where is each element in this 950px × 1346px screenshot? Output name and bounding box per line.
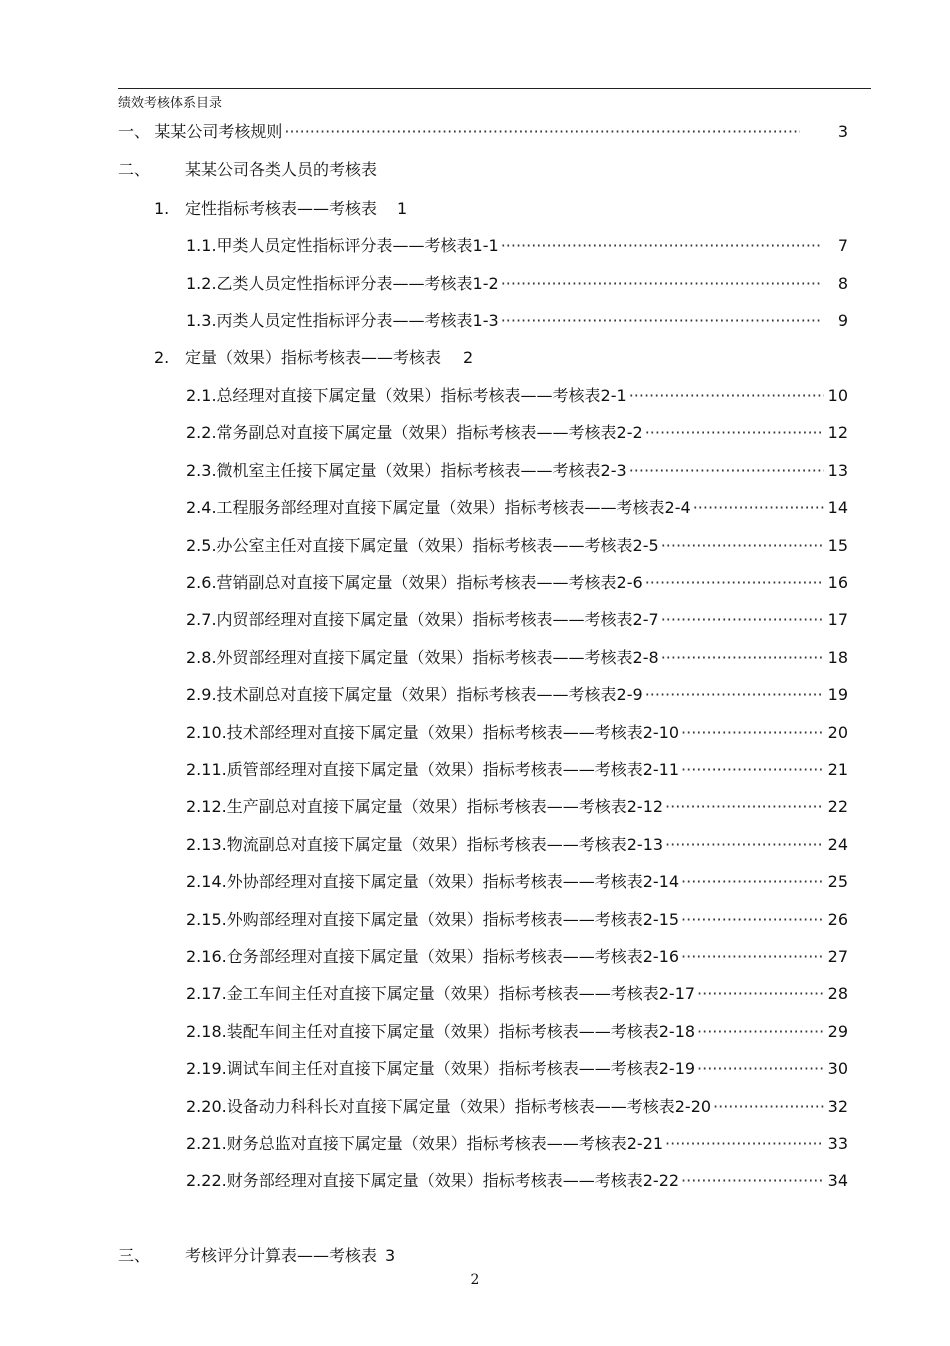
toc-entry-page: 14 [827, 498, 848, 517]
toc-entry-code: 2-11 [642, 760, 680, 779]
toc-entry[interactable] [186, 795, 848, 819]
toc-entry-code: 2-9 [616, 685, 643, 704]
toc-entry-number: 2.10. [186, 723, 227, 742]
dot-leader [695, 1057, 824, 1081]
toc-entry-page: 30 [827, 1059, 848, 1078]
toc-entry-title: 技术副总对直接下属定量（效果）指标考核表——考核表 [216, 685, 617, 704]
header-title: 绩效考核体系目录 [118, 96, 223, 111]
toc-entry[interactable] [186, 234, 848, 258]
toc-entry-number: 2.15. [186, 910, 227, 929]
toc-entry-number: 一、 [118, 122, 151, 141]
toc-entry-page: 17 [827, 610, 848, 629]
dot-leader [643, 683, 824, 707]
toc-entry-code: 2-22 [642, 1171, 680, 1190]
toc-entry-code: 3 [385, 1246, 396, 1265]
toc-entry-number: 2.1. [186, 386, 217, 405]
toc-entry-number: 2.5. [186, 536, 217, 555]
toc-entry-code: 2-21 [626, 1134, 664, 1153]
dot-leader [627, 459, 824, 483]
toc-entry[interactable] [186, 833, 848, 857]
toc-entry-title: 工程服务部经理对直接下属定量（效果）指标考核表——考核表 [216, 498, 665, 517]
dot-leader [659, 646, 824, 670]
toc-entry-page: 19 [827, 685, 848, 704]
toc-entry-page: 24 [827, 835, 848, 854]
toc-entry-title: 定量（效果）指标考核表——考核表 [185, 348, 442, 367]
toc-entry-number: 2.16. [186, 947, 227, 966]
toc-entry-title: 财务总监对直接下属定量（效果）指标考核表——考核表 [226, 1134, 627, 1153]
toc-entry-page: 12 [827, 423, 848, 442]
toc-entry-title: 甲类人员定性指标评分表——考核表 [216, 236, 473, 255]
dot-leader [663, 833, 824, 857]
dot-leader [679, 1169, 824, 1193]
toc-entry-number: 2.14. [186, 872, 227, 891]
toc-entry-code: 2-12 [626, 797, 664, 816]
toc-entry-number: 2.4. [186, 498, 217, 517]
toc-entry-title: 质管部经理对直接下属定量（效果）指标考核表——考核表 [226, 760, 643, 779]
toc-entry-title: 乙类人员定性指标评分表——考核表 [216, 274, 473, 293]
toc-entry-code: 1-1 [472, 236, 499, 255]
toc-entry-number: 2.6. [186, 573, 217, 592]
toc-entry-title: 外购部经理对直接下属定量（效果）指标考核表——考核表 [226, 910, 643, 929]
toc-entry[interactable] [186, 571, 848, 595]
toc-entry-number: 三、 [118, 1246, 151, 1265]
toc-entry[interactable] [186, 272, 848, 296]
toc-entry-page: 22 [827, 797, 848, 816]
toc-entry[interactable] [186, 721, 848, 745]
toc-entry-code: 2-16 [642, 947, 680, 966]
toc-entry[interactable] [118, 1244, 395, 1268]
dot-leader [499, 272, 820, 296]
toc-entry-number: 2.13. [186, 835, 227, 854]
toc-entry-page: 10 [827, 386, 848, 405]
toc-entry-number: 2.8. [186, 648, 217, 667]
toc-entry-code: 2-1 [600, 386, 627, 405]
toc-entry-title: 技术部经理对直接下属定量（效果）指标考核表——考核表 [226, 723, 643, 742]
toc-entry-number: 1.1. [186, 236, 217, 255]
toc-entry-title: 定性指标考核表——考核表 [185, 199, 378, 218]
dot-leader [659, 608, 824, 632]
toc-entry-code: 2-5 [632, 536, 659, 555]
header-rule [118, 88, 871, 89]
dot-leader [663, 795, 824, 819]
dot-leader [679, 721, 824, 745]
toc-entry-code: 2-4 [664, 498, 691, 517]
toc-entry-number: 2.22. [186, 1171, 227, 1190]
toc-entry-code: 2-14 [642, 872, 680, 891]
toc-entry-title: 调试车间主任对直接下属定量（效果）指标考核表——考核表 [226, 1059, 659, 1078]
toc-entry-page: 18 [827, 648, 848, 667]
toc-entry-title: 装配车间主任对直接下属定量（效果）指标考核表——考核表 [226, 1022, 659, 1041]
dot-leader [659, 534, 824, 558]
toc-entry-number: 2.19. [186, 1059, 227, 1078]
toc-entry[interactable] [186, 945, 848, 969]
toc-entry[interactable] [186, 309, 848, 333]
toc-entry-title: 财务部经理对直接下属定量（效果）指标考核表——考核表 [226, 1171, 643, 1190]
toc-entry-code: 2-8 [632, 648, 659, 667]
dot-leader [499, 234, 820, 258]
toc-entry-number: 1. [154, 199, 170, 218]
toc-entry-title: 考核评分计算表——考核表 [185, 1246, 378, 1265]
toc-entry-title: 某某公司各类人员的考核表 [185, 160, 378, 179]
toc-entry-page: 29 [827, 1022, 848, 1041]
toc-entry-page: 3 [837, 122, 848, 141]
toc-entry-title: 内贸部经理对直接下属定量（效果）指标考核表——考核表 [216, 610, 633, 629]
toc-entry-page: 21 [827, 760, 848, 779]
toc-entry-number: 1.2. [186, 274, 217, 293]
toc-entry-number: 2.11. [186, 760, 227, 779]
toc-entry-title: 常务副总对直接下属定量（效果）指标考核表——考核表 [216, 423, 617, 442]
toc-entry-code: 2-7 [632, 610, 659, 629]
toc-entry-code: 2-3 [600, 461, 627, 480]
toc-entry-title: 办公室主任对直接下属定量（效果）指标考核表——考核表 [216, 536, 633, 555]
toc-entry[interactable] [186, 384, 848, 408]
toc-entry[interactable] [186, 982, 848, 1006]
dot-leader [679, 945, 824, 969]
toc-entry[interactable] [186, 758, 848, 782]
toc-entry[interactable] [186, 496, 848, 520]
toc-entry-title: 丙类人员定性指标评分表——考核表 [216, 311, 473, 330]
toc-entry-code: 2-15 [642, 910, 680, 929]
dot-leader [282, 120, 799, 144]
toc-entry-code: 2-13 [626, 835, 664, 854]
toc-entry-number: 2.12. [186, 797, 227, 816]
toc-entry[interactable] [186, 646, 848, 670]
toc-entry-code: 1-3 [472, 311, 499, 330]
toc-entry[interactable] [186, 421, 848, 445]
toc-entry-code: 2-18 [658, 1022, 696, 1041]
toc-entry[interactable] [186, 908, 848, 932]
toc-entry-page: 20 [827, 723, 848, 742]
toc-entry[interactable] [118, 120, 848, 144]
toc-entry-number: 2.18. [186, 1022, 227, 1041]
toc-entry[interactable] [186, 1132, 848, 1156]
toc-entry-title: 外协部经理对直接下属定量（效果）指标考核表——考核表 [226, 872, 643, 891]
page-number: 2 [470, 1272, 480, 1288]
dot-leader [695, 982, 824, 1006]
dot-leader [691, 496, 824, 520]
toc-entry-title: 金工车间主任对直接下属定量（效果）指标考核表——考核表 [226, 984, 659, 1003]
toc-entry-code: 1-2 [472, 274, 499, 293]
dot-leader [695, 1020, 824, 1044]
toc-entry-page: 25 [827, 872, 848, 891]
dot-leader [627, 384, 824, 408]
dot-leader [679, 758, 824, 782]
toc-entry-title: 营销副总对直接下属定量（效果）指标考核表——考核表 [216, 573, 617, 592]
toc-entry-title: 外贸部经理对直接下属定量（效果）指标考核表——考核表 [216, 648, 633, 667]
dot-leader [499, 309, 820, 333]
toc-entry-code: 2-2 [616, 423, 643, 442]
toc-entry-number: 2.9. [186, 685, 217, 704]
toc-entry-page: 13 [827, 461, 848, 480]
toc-entry-page: 32 [827, 1097, 848, 1116]
toc-entry[interactable] [154, 197, 407, 221]
toc-entry-code: 2-20 [674, 1097, 712, 1116]
toc-entry-number: 2.20. [186, 1097, 227, 1116]
toc-entry-title: 仓务部经理对直接下属定量（效果）指标考核表——考核表 [226, 947, 643, 966]
toc-entry[interactable] [186, 870, 848, 894]
toc-entry-page: 15 [827, 536, 848, 555]
toc-entry-title: 生产副总对直接下属定量（效果）指标考核表——考核表 [226, 797, 627, 816]
toc-entry[interactable] [186, 683, 848, 707]
toc-entry-page: 33 [827, 1134, 848, 1153]
toc-entry-number: 2.3. [186, 461, 217, 480]
toc-entry-page: 16 [827, 573, 848, 592]
toc-entry[interactable] [186, 534, 848, 558]
toc-entry[interactable] [186, 608, 848, 632]
toc-entry-title: 微机室主任接下属定量（效果）指标考核表——考核表 [216, 461, 601, 480]
toc-entry-title: 物流副总对直接下属定量（效果）指标考核表——考核表 [226, 835, 627, 854]
toc-entry-number: 2.2. [186, 423, 217, 442]
dot-leader [643, 571, 824, 595]
toc-entry-page: 26 [827, 910, 848, 929]
toc-entry-title: 设备动力科科长对直接下属定量（效果）指标考核表——考核表 [226, 1097, 675, 1116]
toc-entry-code: 2-10 [642, 723, 680, 742]
toc-entry-code: 1 [397, 199, 408, 218]
toc-entry[interactable] [154, 346, 473, 370]
toc-entry-title: 总经理对直接下属定量（效果）指标考核表——考核表 [216, 386, 601, 405]
toc-entry-code: 2-6 [616, 573, 643, 592]
toc-entry-number: 2.17. [186, 984, 227, 1003]
toc-entry-number: 2.21. [186, 1134, 227, 1153]
toc-entry-page: 34 [827, 1171, 848, 1190]
toc-entry[interactable] [186, 1020, 848, 1044]
toc-entry[interactable] [186, 1057, 848, 1081]
dot-leader [711, 1095, 824, 1119]
toc-entry[interactable] [186, 1095, 848, 1119]
toc-entry-number: 2.7. [186, 610, 217, 629]
toc-entry-number: 二、 [118, 160, 151, 179]
dot-leader [679, 908, 824, 932]
toc-entry-number: 1.3. [186, 311, 217, 330]
toc-entry-page: 28 [827, 984, 848, 1003]
toc-entry[interactable] [186, 459, 848, 483]
toc-entry[interactable] [118, 158, 377, 182]
toc-entry-page: 7 [837, 236, 848, 255]
toc-entry-number: 2. [154, 348, 170, 367]
toc-entry-code: 2-19 [658, 1059, 696, 1078]
toc-entry-page: 9 [837, 311, 848, 330]
toc-entry-code: 2-17 [658, 984, 696, 1003]
dot-leader [663, 1132, 824, 1156]
dot-leader [679, 870, 824, 894]
toc-entry-page: 8 [837, 274, 848, 293]
toc-entry-title: 某某公司考核规则 [154, 122, 283, 141]
toc-entry-code: 2 [463, 348, 474, 367]
toc-entry-page: 27 [827, 947, 848, 966]
toc-entry[interactable] [186, 1169, 848, 1193]
dot-leader [643, 421, 824, 445]
